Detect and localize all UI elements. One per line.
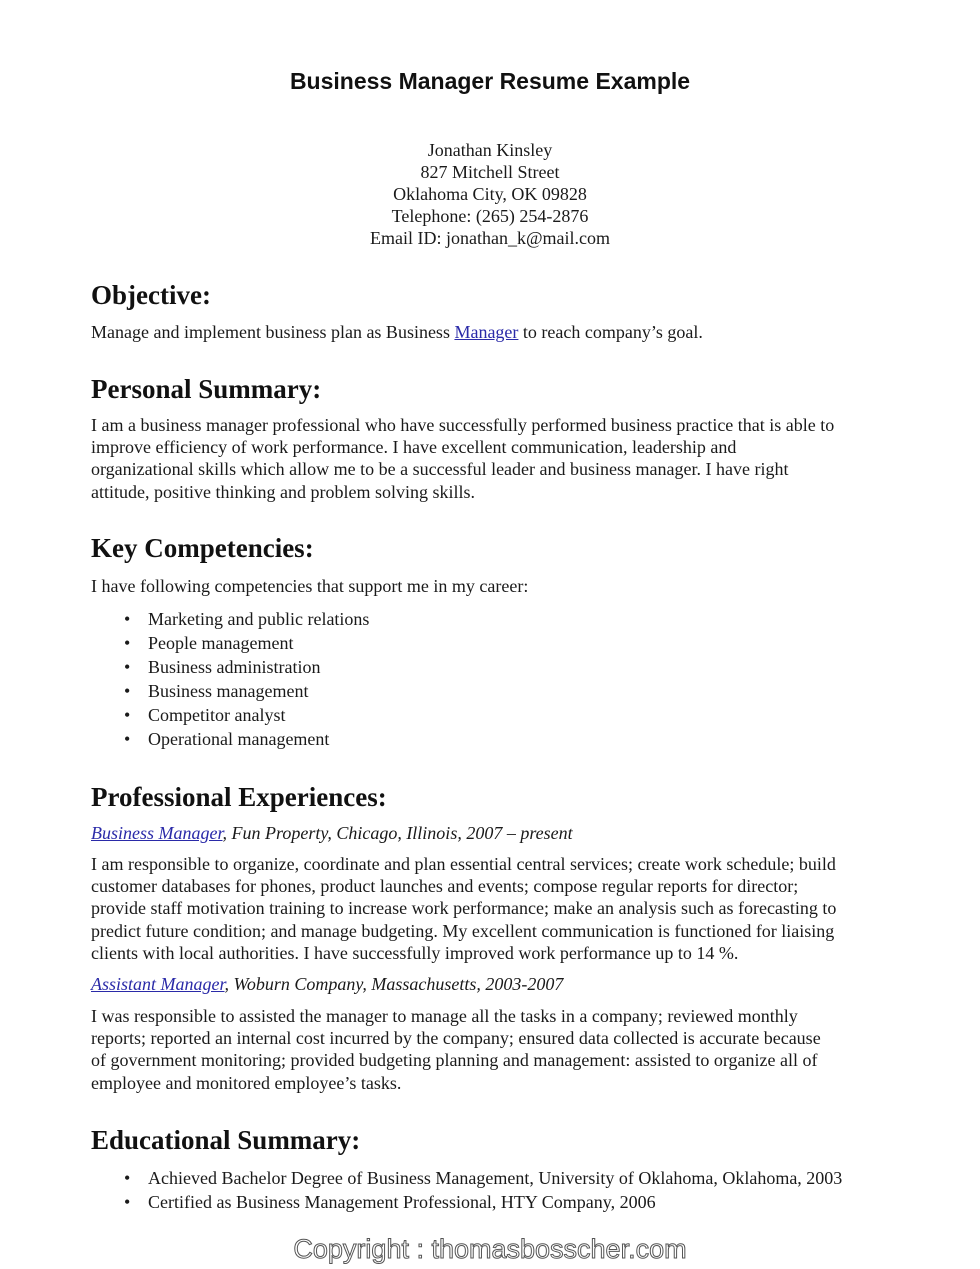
job-heading — [91, 973, 563, 995]
list-item — [0, 1190, 842, 1214]
list-item-text: Certified as Business Management Professional, HTY Company, 2006 — [148, 1192, 656, 1212]
objective-text-end: to reach company’s goal. — [518, 322, 703, 342]
list-item-text: Operational management — [148, 729, 330, 749]
education-list — [0, 1166, 842, 1214]
list-item-text: Competitor analyst — [148, 705, 286, 725]
list-item — [0, 607, 369, 631]
competencies-intro: I have following competencies that support me in my career: — [91, 576, 529, 596]
job-line: I am responsible to organize, coordinate and plan essential central services; create work schedule; build — [91, 854, 836, 874]
objective-text-start: Manage and implement business plan as Business — [91, 322, 455, 342]
list-item-text: Achieved Bachelor Degree of Business Management, University of Oklahoma, Oklahoma, 2003 — [148, 1168, 843, 1188]
list-item — [0, 631, 369, 655]
job-title-link[interactable]: Assistant Manager — [91, 974, 225, 994]
list-item-text: People management — [148, 633, 294, 653]
job-line: predict future condition; and manage budgeting. My excellent communication is functioned for liaising — [91, 920, 835, 941]
list-item — [0, 1166, 842, 1190]
bullet-icon: • — [124, 1168, 131, 1188]
personal-summary-text — [91, 414, 834, 503]
contact-block — [0, 139, 980, 249]
contact-email: Email ID: jonathan_k@mail.com — [369, 228, 611, 248]
summary-line: I am a business manager professional who have successfully performed business practice that is able to — [91, 415, 835, 435]
job-line: provide staff motivation training to increase work performance; make an analysis such as forecasting to — [91, 898, 837, 919]
list-item — [0, 679, 369, 703]
objective-heading: Objective: — [91, 280, 211, 310]
summary-line: attitude, positive thinking and problem solving skills. — [91, 481, 475, 502]
summary-line: improve efficiency of work performance. I have excellent communication, leadership and — [91, 437, 737, 458]
copyright-watermark: Copyright : thomasbosscher.com — [293, 1234, 687, 1264]
bullet-icon: • — [124, 633, 131, 653]
contact-city: Oklahoma City, OK 09828 — [393, 184, 587, 204]
job-heading — [91, 822, 573, 844]
key-competencies-heading: Key Competencies: — [91, 533, 314, 563]
bullet-icon: • — [124, 609, 131, 629]
job-description — [91, 1005, 821, 1094]
list-item — [0, 655, 369, 679]
document-title: Business Manager Resume Example — [289, 68, 691, 94]
experiences-heading: Professional Experiences: — [91, 782, 387, 812]
competencies-list — [0, 607, 369, 751]
list-item-text: Marketing and public relations — [148, 609, 370, 629]
job-line: reports; reported an internal cost incurred by the company; ensured data collected is accurate because — [91, 1028, 821, 1049]
contact-street: 827 Mitchell Street — [420, 162, 560, 182]
bullet-icon: • — [124, 1192, 131, 1212]
summary-line: organizational skills which allow me to be a successful leader and business manager. I have right — [91, 459, 789, 480]
job-description — [91, 853, 836, 964]
job-title-link[interactable]: Business Manager — [91, 823, 223, 843]
job-details: , Woburn Company, Massachusetts, 2003-2007 — [224, 974, 564, 994]
job-line: customer databases for phones, product launches and events; compose regular reports for director; — [91, 876, 799, 897]
contact-telephone: Telephone: (265) 254-2876 — [391, 206, 589, 226]
bullet-icon: • — [124, 657, 131, 677]
bullet-icon: • — [124, 705, 131, 725]
bullet-icon: • — [124, 681, 131, 701]
list-item-text: Business management — [148, 681, 309, 701]
job-details: , Fun Property, Chicago, Illinois, 2007 – present — [222, 823, 573, 843]
personal-summary-heading: Personal Summary: — [91, 374, 322, 404]
education-heading: Educational Summary: — [91, 1125, 361, 1155]
manager-link[interactable]: Manager — [454, 322, 519, 342]
list-item-text: Business administration — [148, 657, 321, 677]
list-item — [0, 727, 369, 751]
job-line: employee and monitored employee’s tasks. — [91, 1072, 402, 1093]
job-line: clients with local authorities. I have successfully improved work performance up to 14 %. — [91, 942, 739, 963]
contact-name: Jonathan Kinsley — [427, 140, 553, 160]
bullet-icon: • — [124, 729, 131, 749]
job-line: of government monitoring; provided budgeting planning and management: assisted to organize all of — [91, 1050, 818, 1071]
objective-text — [91, 321, 703, 343]
list-item — [0, 703, 369, 727]
job-line: I was responsible to assisted the manager to manage all the tasks in a company; reviewed monthly — [91, 1006, 798, 1026]
